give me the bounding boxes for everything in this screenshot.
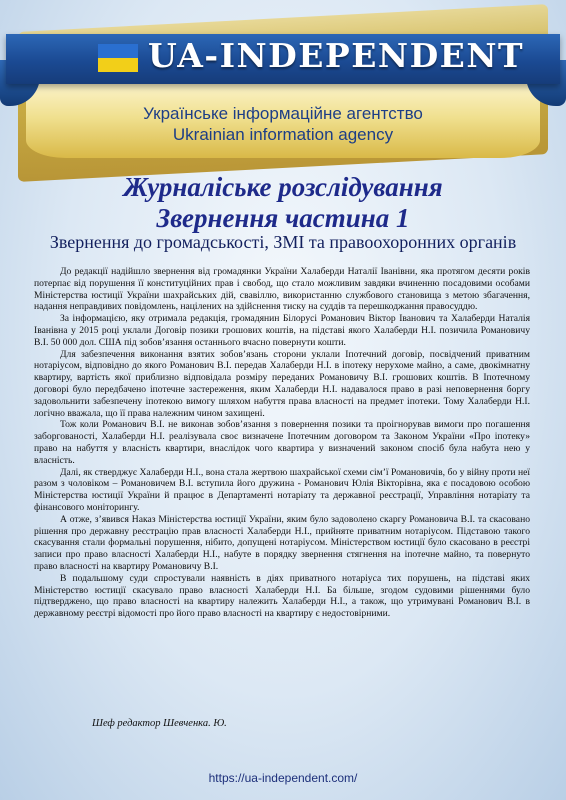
flag-yellow-stripe: [98, 58, 138, 72]
article-title-line2: Звернення частина 1: [156, 203, 410, 233]
ukraine-flag-icon: [98, 44, 138, 72]
flag-blue-stripe: [98, 44, 138, 58]
agency-name-en: Ukrainian information agency: [172, 125, 394, 144]
agency-name-uk: Українське інформаційне агентство: [143, 104, 423, 123]
article-subtitle: Звернення до громадськості, ЗМІ та правоохоронних органів: [49, 232, 517, 252]
brand-logo-text: UA-INDEPENDENT: [148, 36, 525, 75]
website-link[interactable]: https://ua-independent.com/: [208, 771, 358, 785]
article-paragraph: За інформацією, яку отримала редакція, громадянин Білорусі Романович Віктор Іванович та Халаберди Наталія Іванівна у 2015 році уклали Договір позики грошових коштів, на підставі якого Халаберди Н.І. позичила Романовичу В.І. 50 000 дол. США під зобов’язання останнього вчасно повернути кошти.: [34, 313, 530, 348]
article-body: [34, 266, 530, 620]
article-paragraph: Для забезпечення виконання взятих зобов’язань сторони уклали Іпотечний договір, посвідчений приватним нотаріусом, відповідно до якого Романович В.І. передав Халаберди Н.І. в іпотеку нерухоме майно, а саме, двокімнатну квартиру, вартість якої приблизно відповідала розміру переданих Романовичу В.І. грошових коштів. В Іпотечному договорі було передбачено іпотечне застереження, яким Халаберди Н.І. надавалося право в разі неповернення боргу задовольнити забезпечену іпотекою вимогу шляхом набуття права власності на предмет іпотеки. Тому Халаберди Н.І. логічно вважала, що її права належним чином захищені.: [34, 348, 530, 419]
article-paragraph: В подальшому суди спростували наявність в діях приватного нотаріуса тих порушень, на підставі яких Міністерство юстиції скасувало право власності Халаберди Н.І. Ба більше, згодом судовими рішеннями було підтверджено, що право власності на квартиру належить Халаберди Н.І., а також, що утримувані Романович В.І. в державному реєстрі відомості про його право власності на квартиру є недостовірними.: [34, 572, 530, 620]
article-paragraph: Далі, як стверджує Халаберди Н.І., вона стала жертвою шахрайської схеми сім’ї Романовичів, бо у війну проти неї разом з чоловіком – Романовичем В.І. вступила його дружина - Романович Юлія Вікторівна, яка є посадовою особою Міністерства юстиції України й працює в Департаменті нотаріату та державної реєстрації, Управління нотаріату та фінансового моніторингу.: [34, 466, 530, 513]
editor-signature: Шеф редактор Шевченка. Ю.: [92, 718, 227, 729]
article-title-line1: Журналіське розслідування: [123, 172, 443, 202]
article-paragraph: До редакції надійшло звернення від громадянки України Халаберди Наталії Іванівни, яка протягом десяти років потерпає від порушення її конституційних прав і свобод, що стало можливим завдяки вчиненню посадовими особами Міністерства юстиції України шахрайських дій, свавіллю, використанню службового становища з метою збагачення, надання неправдивих повідомлень, націлених на здійснення тиску на суддів та перешкоджання правосуддю.: [34, 266, 530, 313]
article-paragraph: А отже, з’явився Наказ Міністерства юстиції України, яким було задоволено скаргу Романовича В.І. та скасовано рішення про державну реєстрацію прав власності Халаберди Н.І., прийняте приватним нотаріусом. Підставою такого скасування стали формальні порушення, нібито, допущені нотаріусом. Міністерством юстиції було скасовано в реєстрі записи про право власності Халаберди Н.І., набуте в порядку звернення стягнення на іпотечне майно, та повернуто право власності на квартиру Романовичу В.І.: [34, 513, 530, 572]
article-paragraph: Тож коли Романович В.І. не виконав зобов’язання з повернення позики та проігнорував вимоги про погашення заборгованості, Халаберди Н.І. реалізувала своє визначене Іпотечним договором та Законом України «Про іпотеку» право на набуття у власність квартири, внаслідок чого квартира у визначений законом спосіб була набута нею у власність.: [34, 419, 530, 466]
